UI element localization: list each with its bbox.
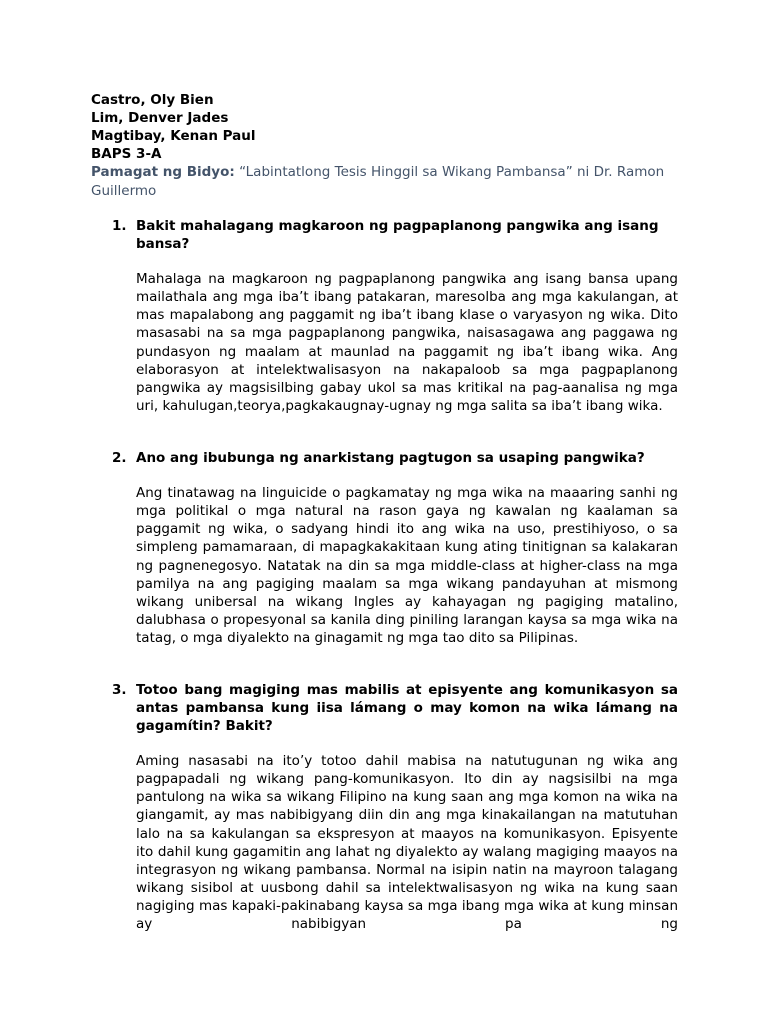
video-title (91, 163, 683, 200)
question-section-2 (112, 449, 678, 647)
question-heading (112, 681, 678, 735)
question-text: Ano ang ibubunga ng anarkistang pagtugon sa usaping pangwika? (136, 450, 645, 466)
video-title-label: Pamagat ng Bidyo: (91, 164, 235, 180)
video-title-text: “Labintatlong Tesis Hinggil sa Wikang Pambansa” ni Dr. Ramon Guillermo (91, 164, 665, 199)
question-number: 1. (112, 218, 127, 234)
section-label: BAPS 3-A (91, 146, 162, 162)
question-section-1 (112, 217, 678, 415)
question-number: 2. (112, 450, 127, 466)
question-number: 3. (112, 682, 127, 698)
answer-paragraph: Ang tinatawag na linguicide o pagkamatay ng mga wika na maaaring sanhi ng mga politikal o mga natural na rason gaya ng kawalan ng kaalaman sa paggamit ng wika, o sadyang hindi ito ang wika na uso, prestihiyoso, o sa simpleng pamamaraan, di mapagkakakitaan kung ating tinitignan sa kalakaran ng pagnenegosyo. Natatak na din sa mga middle-class at higher-class na mga pamilya na ang pagiging maalam sa mga wikang pandayuhan at mismong wikang unibersal na wikang Ingles ay kahayagan ng pagiging matalino, dalubhasa o propesyonal sa kanila ding piniling larangan kaysa sa mga wika na tatag, o mga diyalekto na ginagamit ng mga tao dito sa Pilipinas. (136, 485, 678, 647)
question-section-3 (112, 681, 678, 934)
question-text: Bakit mahalagang magkaroon ng pagpaplanong pangwika ang isang bansa? (136, 218, 659, 252)
answer-paragraph: Aming nasasabi na ito’y totoo dahil mabisa na natutugunan ng wika ang pagpapadali ng wikang pang-komunikasyon. Ito din ay nagsisilbi na mga pantulong na wika sa wikang Filipino na kung saan ang mga komon na wika na giangamit, ay mas nabibigyang diin din ang mga kinakailangan na matutuhan lalo na sa kakulangan sa ekspresyon at maayos na komunikasyon. Episyente ito dahil kung gagamitin ang lahat ng diyalekto ay walang magiging maayos na integrasyon ng wikang pambansa. Normal na isipin natin na mayroon talagang wikang sisibol at uusbong dahil sa intelektwalisasyon ng wika na kung saan nagiging mas kapaki-pakinabang kaysa sa mga ibang mga wika at kung minsan ay nabibigyan pa ng (136, 753, 678, 933)
answer-paragraph: Mahalaga na magkaroon ng pagpaplanong pangwika ang isang bansa upang mailathala ang mga iba’t ibang patakaran, maresolba ang mga kakulangan, at mas mapalabong ang paggamit ng iba’t ibang klase o varyasyon ng wika. Dito masasabi na sa mga pagpaplanong pangwika, naisasagawa ang paggawa ng pundasyon ng maalam at maunlad na paggamit ng iba’t ibang wika. Ang elaborasyon at intelektwalisasyon na nakapaloob sa mga pagpaplanong pangwika ay magsisilbing gabay ukol sa mas kritikal na pag-aanalisa ng mga uri, kahulugan,teorya,pagkakaugnay-ugnay ng mga salita sa iba’t ibang wika. (136, 271, 678, 415)
author-name: Magtibay, Kenan Paul (91, 128, 256, 144)
author-name: Castro, Oly Bien (91, 92, 214, 108)
document-header (91, 91, 691, 200)
author-name: Lim, Denver Jades (91, 110, 229, 126)
question-heading (112, 217, 678, 253)
question-heading (112, 449, 678, 467)
question-text: Totoo bang magiging mas mabilis at episyente ang komunikasyon sa antas pambansa kung iisa lámang o may komon na wika lámang na gagamítin? Bakit? (136, 682, 678, 734)
